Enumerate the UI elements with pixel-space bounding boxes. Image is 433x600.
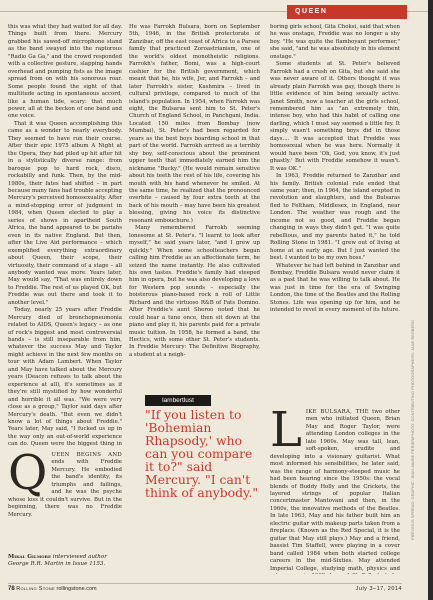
byline-author-name: Mikal Gilmore: [8, 554, 51, 560]
column3-paragraph: boring girls school, Gita Choksi, said that when he was onstage, Freddie was no longer a shy boy. "He was quite the flamboyant performer," she said, "and he was absolutely in his element onstage.": [270, 24, 400, 60]
dropcap-letter: L: [270, 409, 302, 458]
issue-date: July 3–17, 2014: [355, 586, 402, 592]
byline-subject: George R.R. Martin in Issue 1153.: [8, 561, 106, 567]
magazine-name: Rolling Stone: [16, 586, 55, 592]
pull-quote: "If you listen to 'Bohemian Rhapsody,' who can you compare it to?" said Mercury. "I can't think of anybody.": [145, 407, 259, 500]
pull-quote-tag[interactable]: lambertlust: [145, 395, 211, 406]
section-label: QUEEN: [287, 5, 407, 19]
magazine-site: rollingstone.com: [56, 586, 97, 592]
footer-left: [8, 584, 97, 594]
dropcap-text: ends with Freddie Mercury. He embodied the band's identity, its triumphs and failings, and he was the psyche whose loss it couldn't survive. But in the beginning, there was no Freddie Mercury.: [8, 459, 122, 518]
author-byline: [8, 554, 122, 568]
photo-credit: PREVIOUS SPREAD: GRAPHIC: JEAN-MARIE PÉRIER/PHOTO. CONTRIBUTING PHOTOGRAPHERS: JANE REDBERG: [410, 319, 415, 540]
column2-paragraph: He was Farrokh Bulsara, born on September 5th, 1946, in the British protectorate of Zanzibar, off the east coast of Africa to a Parsee family that practiced Zoroastrianism, one of the world's oldest monotheistic religions. Farrokh's father, Bomi, was a high-court cashier for the British government, which meant that he, his wife, Jer, and Farrokh – and later Farrokh's sister, Kashmira – lived in cultural privilege, compared to much of the island's population. In 1954, when Farrokh was eight, the Bulsaras sent him to St. Peter's Church of England School, in Panchgani, India. Located 150 miles from Bombay (now Mumbai), St. Peter's had been regarded for years as the best boys boarding school in that part of the world. Farrokh arrived as a terribly shy boy, self-conscious about the prominent upper teeth that immediately earned him the nickname "Bucky." (He would remain sensitive about his teeth the rest of his life, covering his mouth with his hand whenever he smiled. At the same time, he realized that the pronounced overbite – caused by four extra teeth at the back of his mouth – may have been his greatest blessing, giving his voice its distinctive resonant embouchure.): [129, 24, 260, 224]
dropcap-lead: IKE BULSARA, THE: [305, 409, 369, 415]
dropcap-paragraph-like: [270, 409, 400, 574]
page-number: 78: [8, 586, 15, 592]
dropcap-lead: UEEN BEGINS AND: [51, 452, 122, 458]
dropcap-letter: Q: [8, 452, 48, 501]
dropcap-text: two other men who initiated Queen, Brian May and Roger Taylor, were attending London colleges in the late 1960s. May was tall, lean, soft-spoken, erudite and developing into a visionary guitarist. What most informed his sensibilities, he later said, was the range of harmony-steeped music he had been hearing since the 1950s: the vocal blends of Buddy Holly and the Crickets, the layered strings of popular Italian concertmaster Mantovani and then, in the 1960s, the innovative methods of the Beatles. In late 1963, May and his father built him an electric guitar with makeup parts taken from a fireplace. (Known as the Red Special, it is the guitar that May still plays.) May and a friend, bassist Tim Staffell, were playing in a cover band called 1984 when both started college careers in the mid-Sixties. May attended Imperial College, studying math, physics and: [270, 409, 400, 572]
column3-paragraph: Some students at St. Peter's believed Farrokh had a crush on Gita, but she said she was never aware of it. Others thought it was already plain Farrokh was gay, though there is little evidence of him being sexually active. Janet Smith, now a teacher at the girls school, remembered him as "an extremely thin, intense boy, who had this habit of calling one darling, which I must say seemed a little fey. It simply wasn't something boys did in those days.... It was accepted that Freddie was homosexual when he was here. Normally it would have been 'Oh, God, you know, it's just ghastly.' But with Freddie somehow it wasn't. It was OK.": [270, 61, 400, 172]
column1-paragraph: this was what they had waited for all day. Things built from there. Mercury grabbed his sawed-off microphone stand as the band swayed into the raptorous "Radio Ga Ga," and the crowd responded with a collective gesture, slapping hands overhead and pumping fists as the image spread from on with his sonorous roar. Some people found the sight of that multitude acting in spontaneous accord, like a human tide, scary: that much power, all at the beckon of one band and one voice.: [8, 24, 122, 120]
page-footer: [8, 583, 402, 594]
article-column-1: [8, 24, 122, 448]
column1-paragraph: That it was Queen accomplishing this came as a wonder to nearly everybody. They seemed to have run their course. After their epic 1975 album A Night at the Opera, they had piled up hit after hit in a stylistically diverse range: from baroque pop to hard rock, disco, rockabilly and funk. Then, by the mid-1980s, their fates had shifted – in part because many fans had trouble accepting Mercury's perceived homosexuality. After a mind-stopping error of judgment in 1984, when Queen elected to play a series of shows in apartheid South Africa, the band appeared to be pariahs even in its native England. But then, after the Live Aid performance – which exemplified everything extraordinary about Queen, their scope, their virtuosity, their command of a stage – all anybody wanted was more. Years later, May would say, "That was entirely down to Freddie. The rest of us played OK, but Freddie was out there and took it to another level.": [8, 120, 122, 306]
column2-paragraph: Many remembered Farrokh seeming lonesome at St. Peter's. "I learnt to look after myself," he said years later, "and I grew up quickly." When some schoolteachers began calling him Freddie as an affectionate term, he seized the name instantly. He also cultivated his own tastes. Freddie's family had steeped him in opera, but he was also developing a love for Western pop sounds – especially the boisterous piano-based rock n roll of Little Richard and the virtuoso R&B of Fats Domino. After Freddie's aunt Sheroo noted that he could hear a tune once, then sit down at the piano and play it, his parents paid for a private music tuition. In 1958, he formed a band, the Hectics, with some other St. Peter's students. In Freddie Mercury: The Definitive Biography, a student at a neigh-: [129, 225, 260, 358]
dropcap-paragraph-queen: [8, 452, 122, 548]
article-column-3: [270, 24, 400, 409]
column3-paragraph: Whatever he had left behind in Zanzibar and Bombay, Freddie Bulsara would never claim it as a past that he was willing to talk about. He was just in time for the era of Swinging London, the time of the Beatles and the Rolling Stones. Life was opening up for him, and he intended to revel in every moment of its future.: [270, 262, 400, 314]
column3-paragraph: In 1963, Freddie returned to Zanzibar and his family. British colonial rule ended that same year; then, in 1964, the island erupted in revolution and slaughters, and the Bulsaras fled to Feltham, Middlesex, in England, near London. The weather was rough and the income not so good, and Freddie began changing in ways they didn't get. "I was quite rebellious, and my parents hated it," he told Rolling Stone in 1981. "I grew out of living at home at an early age. But I just wanted the best. I wanted to be my own boss.": [270, 173, 400, 262]
byline-role: interviewed author: [52, 554, 107, 560]
column1-paragraph: Today, nearly 25 years after Freddie Mercury died of bronchopneumonia related to AIDS, Queen's legacy – as one of rock's biggest and most controversial bands – is still inseparable from him, whatever the success May and Taylor might achieve in the next few months on tour with Adam Lambert. When Taylor and May have talked about the Mercury years (Deacon refuses to talk about the experience at all), it's sometimes as if they're still mystified by how wonderful and horrible it all was. "We were very close as a group," Taylor said days after Mercury's death. "But even we didn't know a lot of things about Freddie." Years later, May said, "I fucked us up in the way only an out-of-world experience can do. Queen were the biggest thing in: [8, 307, 122, 448]
page-spine: [428, 0, 433, 600]
